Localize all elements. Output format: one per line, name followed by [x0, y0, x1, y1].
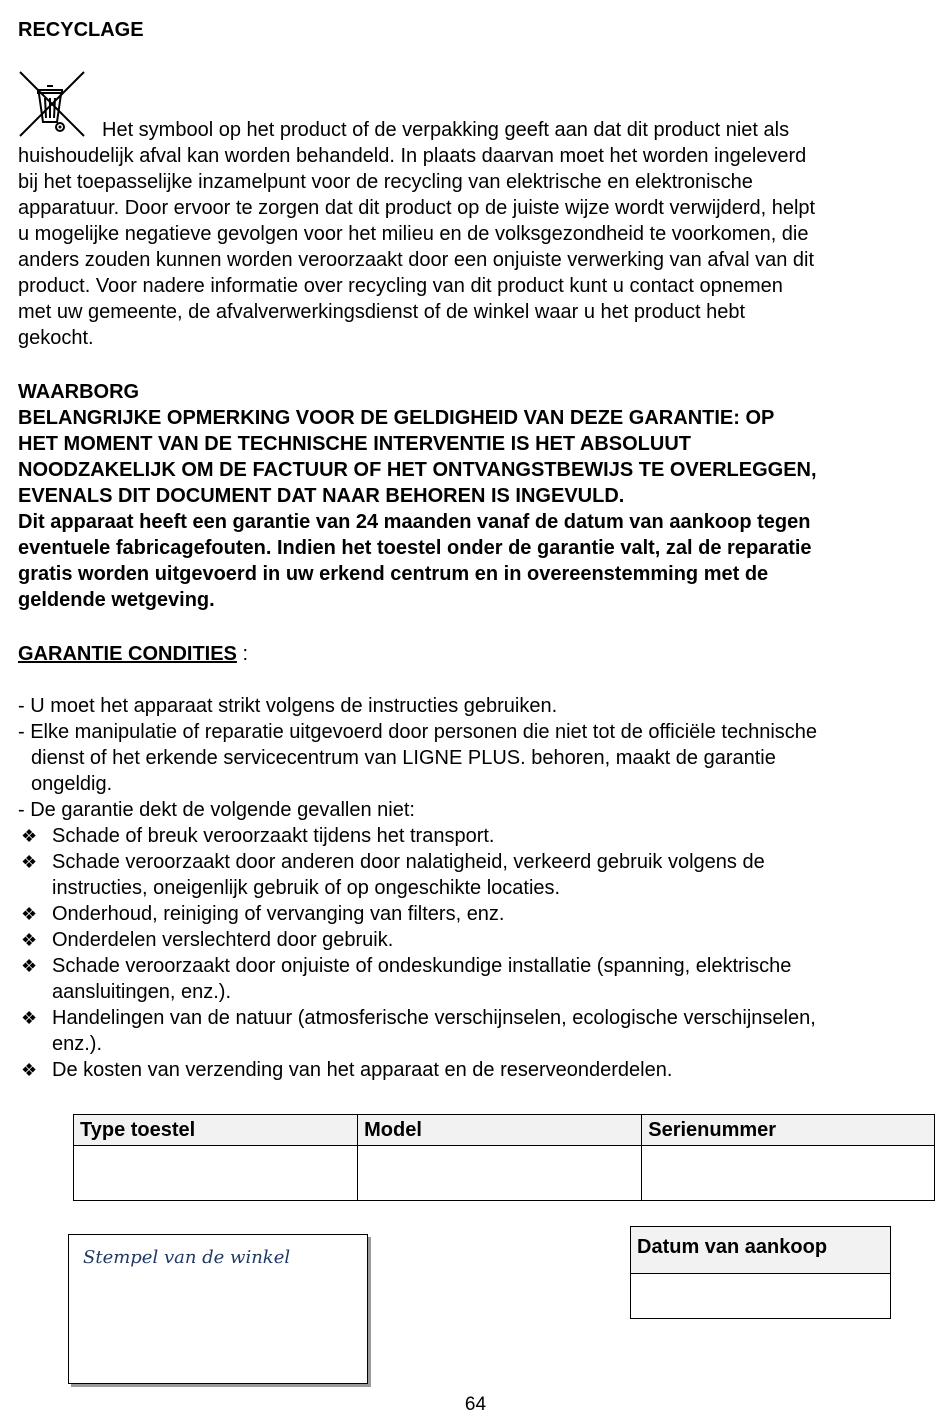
- recycling-text-line: Het symbool op het product of de verpakking geeft aan dat dit product niet als: [102, 119, 790, 141]
- bullet-diamond-icon: ❖: [21, 826, 38, 846]
- recycling-text-line: anders zouden kunnen worden veroorzaakt door een onjuiste verwerking van afval van dit: [18, 249, 815, 271]
- conditions-heading-suffix: :: [236, 643, 249, 665]
- warranty-term-line: gratis worden uitgevoerd in uw erkend centrum en in overeenstemming met de: [18, 563, 769, 585]
- table-header-row: [631, 1227, 891, 1274]
- warranty-heading: WAARBORG: [18, 381, 140, 403]
- recycling-text-line: met uw gemeente, de afvalverwerkingsdienst of de winkel waar u het product hebt: [18, 301, 746, 323]
- column-header-model: Model: [358, 1115, 642, 1146]
- bullet-diamond-icon: ❖: [21, 904, 38, 924]
- exclusion-item-continued: aansluitingen, enz.).: [52, 981, 232, 1003]
- recycling-heading: RECYCLAGE: [18, 19, 144, 41]
- recycling-text-line: product. Voor nadere informatie over recycling van dit product kunt u contact opnemen: [18, 275, 783, 297]
- condition-item: - U moet het apparaat strikt volgens de instructies gebruiken.: [18, 695, 558, 717]
- condition-item-continued: ongeldig.: [31, 773, 113, 795]
- exclusion-item: Schade veroorzaakt door onjuiste of ondeskundige installatie (spanning, elektrische: [52, 955, 792, 977]
- recycling-text-line: bij het toepasselijke inzamelpunt voor de recycling van elektrische en elektronische: [18, 171, 753, 193]
- exclusion-item-continued: instructies, oneigenlijk gebruik of op ongeschikte locaties.: [52, 877, 561, 899]
- purchase-date-table: [630, 1226, 891, 1319]
- serial-field[interactable]: [642, 1146, 935, 1201]
- bullet-diamond-icon: ❖: [21, 852, 38, 872]
- conditions-heading: GARANTIE CONDITIES: [18, 643, 237, 665]
- exclusion-item: De kosten van verzending van het apparaat en de reserveonderdelen.: [52, 1059, 673, 1081]
- condition-item-continued: dienst of het erkende servicecentrum van LIGNE PLUS. behoren, maakt de garantie: [31, 747, 776, 769]
- column-header-serial: Serienummer: [642, 1115, 935, 1146]
- exclusion-item-continued: enz.).: [52, 1033, 103, 1055]
- table-header-row: [74, 1115, 935, 1146]
- bullet-diamond-icon: ❖: [21, 930, 38, 950]
- warranty-notice-line: NOODZAKELIJK OM DE FACTUUR OF HET ONTVANGSTBEWIJS TE OVERLEGGEN,: [18, 459, 817, 481]
- condition-item: - De garantie dekt de volgende gevallen niet:: [18, 799, 415, 821]
- bullet-diamond-icon: ❖: [21, 956, 38, 976]
- exclusion-item: Onderhoud, reiniging of vervanging van filters, enz.: [52, 903, 505, 925]
- column-header-type: Type toestel: [74, 1115, 358, 1146]
- type-field[interactable]: [74, 1146, 358, 1201]
- exclusion-item: Onderdelen verslechterd door gebruik.: [52, 929, 394, 951]
- exclusion-item: Handelingen van de natuur (atmosferische verschijnselen, ecologische verschijnselen,: [52, 1007, 816, 1029]
- warranty-term-line: geldende wetgeving.: [18, 589, 215, 611]
- model-field[interactable]: [358, 1146, 642, 1201]
- page-number: 64: [464, 1394, 487, 1415]
- exclusion-item: Schade veroorzaakt door anderen door nalatigheid, verkeerd gebruik volgens de: [52, 851, 765, 873]
- warranty-notice-line: HET MOMENT VAN DE TECHNISCHE INTERVENTIE IS HET ABSOLUUT: [18, 433, 691, 455]
- warranty-term-line: Dit apparaat heeft een garantie van 24 maanden vanaf de datum van aankoop tegen: [18, 511, 811, 533]
- product-info-table: [73, 1114, 935, 1201]
- warranty-term-line: eventuele fabricagefouten. Indien het toestel onder de garantie valt, zal de reparatie: [18, 537, 812, 559]
- table-input-row: [74, 1146, 935, 1201]
- crossed-out-wheelie-bin-icon: [18, 70, 86, 138]
- recycling-text-line: u mogelijke negatieve gevolgen voor het milieu en de volksgezondheid te voorkomen, die: [18, 223, 809, 245]
- bullet-diamond-icon: ❖: [21, 1060, 38, 1080]
- exclusion-item: Schade of breuk veroorzaakt tijdens het transport.: [52, 825, 495, 847]
- recycling-text-line: gekocht.: [18, 327, 94, 349]
- recycling-text-line: huishoudelijk afval kan worden behandeld. In plaats daarvan moet het worden ingeleverd: [18, 145, 807, 167]
- purchase-date-label: Datum van aankoop: [631, 1227, 891, 1274]
- conditions-heading-row: [18, 641, 248, 667]
- shop-stamp-box[interactable]: [68, 1234, 368, 1384]
- recycling-text-line: apparatuur. Door ervoor te zorgen dat dit product op de juiste wijze wordt verwijderd, helpt: [18, 197, 816, 219]
- purchase-date-field[interactable]: [631, 1274, 891, 1319]
- warranty-notice-line: BELANGRIJKE OPMERKING VOOR DE GELDIGHEID VAN DEZE GARANTIE: OP: [18, 407, 775, 429]
- condition-item: - Elke manipulatie of reparatie uitgevoerd door personen die niet tot de officiële technische: [18, 721, 818, 743]
- table-input-row: [631, 1274, 891, 1319]
- bullet-diamond-icon: ❖: [21, 1008, 38, 1028]
- stamp-label: Stempel van de winkel: [83, 1247, 291, 1268]
- warranty-notice-line: EVENALS DIT DOCUMENT DAT NAAR BEHOREN IS INGEVULD.: [18, 485, 625, 507]
